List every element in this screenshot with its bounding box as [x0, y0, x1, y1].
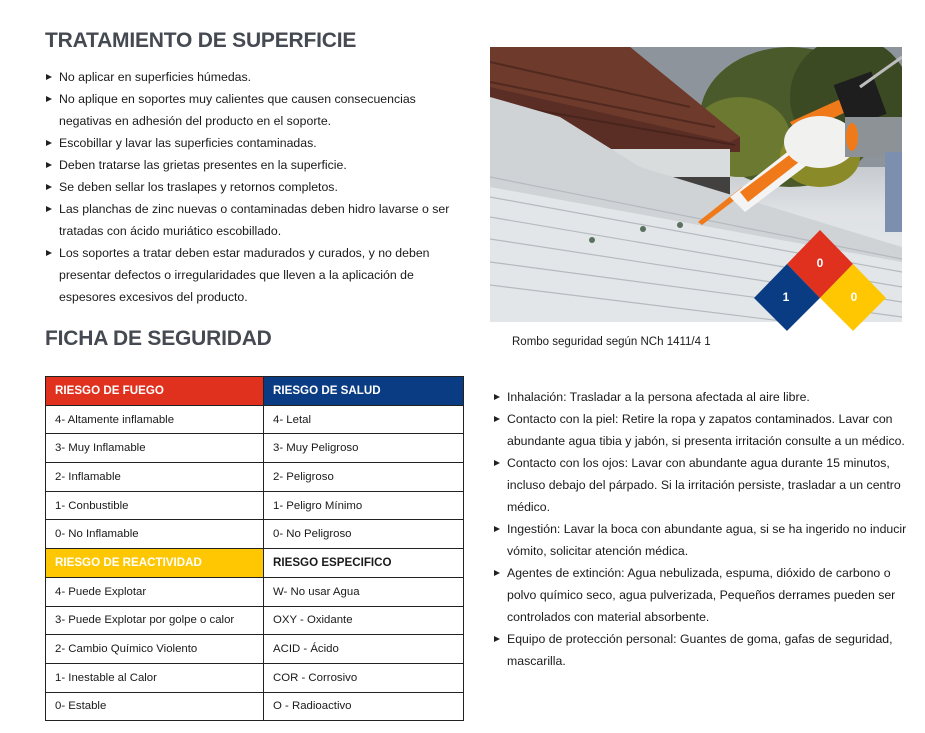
bullet-arrow-icon: [46, 206, 52, 212]
bullet-arrow-icon: [494, 526, 500, 532]
bullet-arrow-icon: [46, 184, 52, 190]
list-item: Deben tratarse las grietas presentes en la superficie.: [46, 154, 466, 176]
surface-treatment-list: [46, 66, 466, 308]
list-item: Agentes de extinción: Agua nebulizada, espuma, dióxido de carbono o polvo químico seco, agua pulverizada, Pequeños derrames pueden ser controlados con material absorbente.: [494, 562, 914, 628]
list-item: Escobillar y lavar las superficies contaminadas.: [46, 132, 466, 154]
list-item: Contacto con la piel: Retire la ropa y zapatos contaminados. Lavar con abundante agua tibia y jabón, si presenta irritación consulte a un médico.: [494, 408, 914, 452]
list-item: Los soportes a tratar deben estar madurados y curados, y no deben presentar defectos o irregularidades que lleven a la aplicación de espesores excesivos del producto.: [46, 242, 466, 308]
bullet-arrow-icon: [494, 416, 500, 422]
diamond-health-value: 1: [782, 290, 790, 304]
table-cell: 0- No Peligroso: [264, 520, 464, 549]
table-cell: 2- Cambio Químico Violento: [46, 635, 264, 664]
table-row: [46, 405, 464, 434]
table-cell: 2- Inflamable: [46, 463, 264, 492]
bullet-arrow-icon: [46, 140, 52, 146]
fire-risk-header: RIESGO DE FUEGO: [46, 377, 264, 406]
table-cell: OXY - Oxidante: [264, 606, 464, 635]
list-item: Equipo de protección personal: Guantes de goma, gafas de seguridad, mascarilla.: [494, 628, 914, 672]
table-row: [46, 606, 464, 635]
table-cell: 4- Letal: [264, 405, 464, 434]
nfpa-safety-diamond: [752, 230, 888, 332]
table-cell: 2- Peligroso: [264, 463, 464, 492]
table-row: [46, 520, 464, 549]
bullet-arrow-icon: [494, 460, 500, 466]
list-item: No aplicar en superficies húmedas.: [46, 66, 466, 88]
bullet-arrow-icon: [46, 250, 52, 256]
table-cell: O - Radioactivo: [264, 692, 464, 721]
list-item: Contacto con los ojos: Lavar con abundante agua durante 15 minutos, incluso debajo del párpado. Si la irritación persiste, trasladar a un centro médico.: [494, 452, 914, 518]
table-cell: COR - Corrosivo: [264, 663, 464, 692]
first-aid-list: [494, 386, 914, 672]
diamond-fire-value: 0: [816, 256, 824, 270]
list-item: No aplique en soportes muy calientes que causen consecuencias negativas en adhesión del producto en el soporte.: [46, 88, 466, 132]
table-cell: 0- No Inflamable: [46, 520, 264, 549]
table-cell: 3- Muy Inflamable: [46, 434, 264, 463]
section-title-safety-sheet: FICHA DE SEGURIDAD: [45, 327, 272, 350]
table-cell: ACID - Ácido: [264, 635, 464, 664]
table-row: [46, 635, 464, 664]
bullet-arrow-icon: [494, 570, 500, 576]
bullet-arrow-icon: [494, 394, 500, 400]
bullet-arrow-icon: [494, 636, 500, 642]
table-cell: 1- Inestable al Calor: [46, 663, 264, 692]
table-cell: 1- Conbustible: [46, 491, 264, 520]
table-cell: 3- Puede Explotar por golpe o calor: [46, 606, 264, 635]
table-row: [46, 577, 464, 606]
table-cell: 1- Peligro Mínimo: [264, 491, 464, 520]
table-row: [46, 463, 464, 492]
health-risk-header: RIESGO DE SALUD: [264, 377, 464, 406]
list-item: Inhalación: Trasladar a la persona afectada al aire libre.: [494, 386, 914, 408]
diamond-reactivity-value: 0: [850, 290, 858, 304]
table-cell: 4- Puede Explotar: [46, 577, 264, 606]
table-row: [46, 434, 464, 463]
table-row: [46, 663, 464, 692]
list-item: Las planchas de zinc nuevas o contaminadas deben hidro lavarse o ser tratadas con ácido muriático escobillado.: [46, 198, 466, 242]
table-header-row: [46, 549, 464, 578]
table-row: [46, 692, 464, 721]
bullet-arrow-icon: [46, 74, 52, 80]
list-item: Se deben sellar los traslapes y retornos completos.: [46, 176, 466, 198]
specific-risk-header: RIESGO ESPECIFICO: [264, 549, 464, 578]
hazard-table: [45, 376, 464, 721]
table-cell: 3- Muy Peligroso: [264, 434, 464, 463]
table-header-row: [46, 377, 464, 406]
table-cell: 0- Estable: [46, 692, 264, 721]
section-title-surface-treatment: TRATAMIENTO DE SUPERFICIE: [45, 29, 357, 52]
bullet-arrow-icon: [46, 96, 52, 102]
reactivity-risk-header: RIESGO DE REACTIVIDAD: [46, 549, 264, 578]
table-row: [46, 491, 464, 520]
bullet-arrow-icon: [46, 162, 52, 168]
list-item: Ingestión: Lavar la boca con abundante agua, si se ha ingerido no inducir vómito, solicitar atención médica.: [494, 518, 914, 562]
diamond-caption: Rombo seguridad según NCh 1411/4 1: [512, 336, 711, 348]
table-cell: 4- Altamente inflamable: [46, 405, 264, 434]
table-cell: W- No usar Agua: [264, 577, 464, 606]
